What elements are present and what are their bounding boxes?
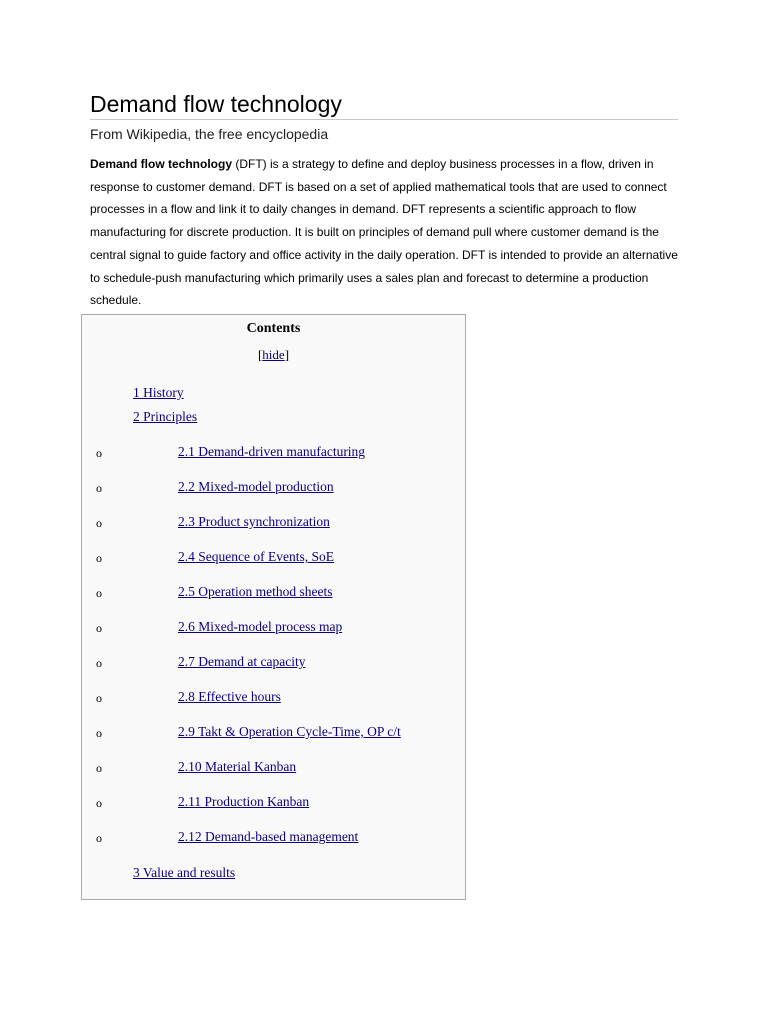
lead-paragraph	[90, 153, 682, 312]
toc-bullet: o	[96, 586, 102, 600]
toc-hide-toggle: [hide]	[257, 347, 290, 362]
toc-bullet: o	[96, 796, 102, 810]
toc-link-demand-driven-manufacturing[interactable]: 2.1 Demand-driven manufacturing	[178, 444, 366, 459]
toc-title: Contents	[246, 321, 301, 336]
toc-bullet: o	[96, 831, 102, 845]
toc-bullet: o	[96, 726, 102, 740]
toc-bullet: o	[96, 481, 102, 495]
toc-link-mixed-model-production[interactable]: 2.2 Mixed-model production	[178, 479, 334, 494]
lead-text: (DFT) is a strategy to define and deploy business processes in a flow, driven in response to customer demand. DFT is based on a set of applied mathematical tools that are used to connect processes in a flow and link it to daily changes in demand. DFT represents a scientific approach to flow manufacturing for discrete production. It is built on principles of demand pull where customer demand is the central signal to guide factory and office activity in the daily operation. DFT is intended to provide an alternative to schedule-push manufacturing which primarily uses a sales plan and forecast to determine a production schedule.	[90, 157, 678, 308]
toc-link-mixed-model-process-map[interactable]: 2.6 Mixed-model process map	[178, 619, 343, 634]
toc-link-principles[interactable]: 2 Principles	[133, 409, 198, 424]
toc-bullet: o	[96, 761, 102, 775]
toc-link-material-kanban[interactable]: 2.10 Material Kanban	[178, 759, 297, 774]
table-of-contents	[81, 314, 466, 900]
toc-bullet: o	[96, 656, 102, 670]
toc-bullet: o	[96, 621, 102, 635]
toc-link-takt-cycle-time[interactable]: 2.9 Takt & Operation Cycle-Time, OP c/t	[178, 724, 401, 739]
toc-link-demand-at-capacity[interactable]: 2.7 Demand at capacity	[178, 654, 306, 669]
toc-link-demand-based-management[interactable]: 2.12 Demand-based management	[178, 829, 359, 844]
toc-bullet: o	[96, 516, 102, 530]
toc-link-value-and-results[interactable]: 3 Value and results	[133, 865, 236, 880]
page-title: Demand flow technology	[90, 89, 678, 120]
toc-hide-link[interactable]: hide	[262, 347, 285, 362]
toc-bullet: o	[96, 691, 102, 705]
toc-link-history[interactable]: 1 History	[133, 385, 184, 400]
toc-link-production-kanban[interactable]: 2.11 Production Kanban	[178, 794, 310, 809]
toc-bullet: o	[96, 551, 102, 565]
toc-link-product-synchronization[interactable]: 2.3 Product synchronization	[178, 514, 330, 529]
toc-link-operation-method-sheets[interactable]: 2.5 Operation method sheets	[178, 584, 333, 599]
toc-link-sequence-of-events[interactable]: 2.4 Sequence of Events, SoE	[178, 549, 334, 564]
lead-term: Demand flow technology	[90, 157, 233, 171]
page-subtitle: From Wikipedia, the free encyclopedia	[90, 126, 329, 142]
toc-link-effective-hours[interactable]: 2.8 Effective hours	[178, 689, 281, 704]
toc-bullet: o	[96, 446, 102, 460]
